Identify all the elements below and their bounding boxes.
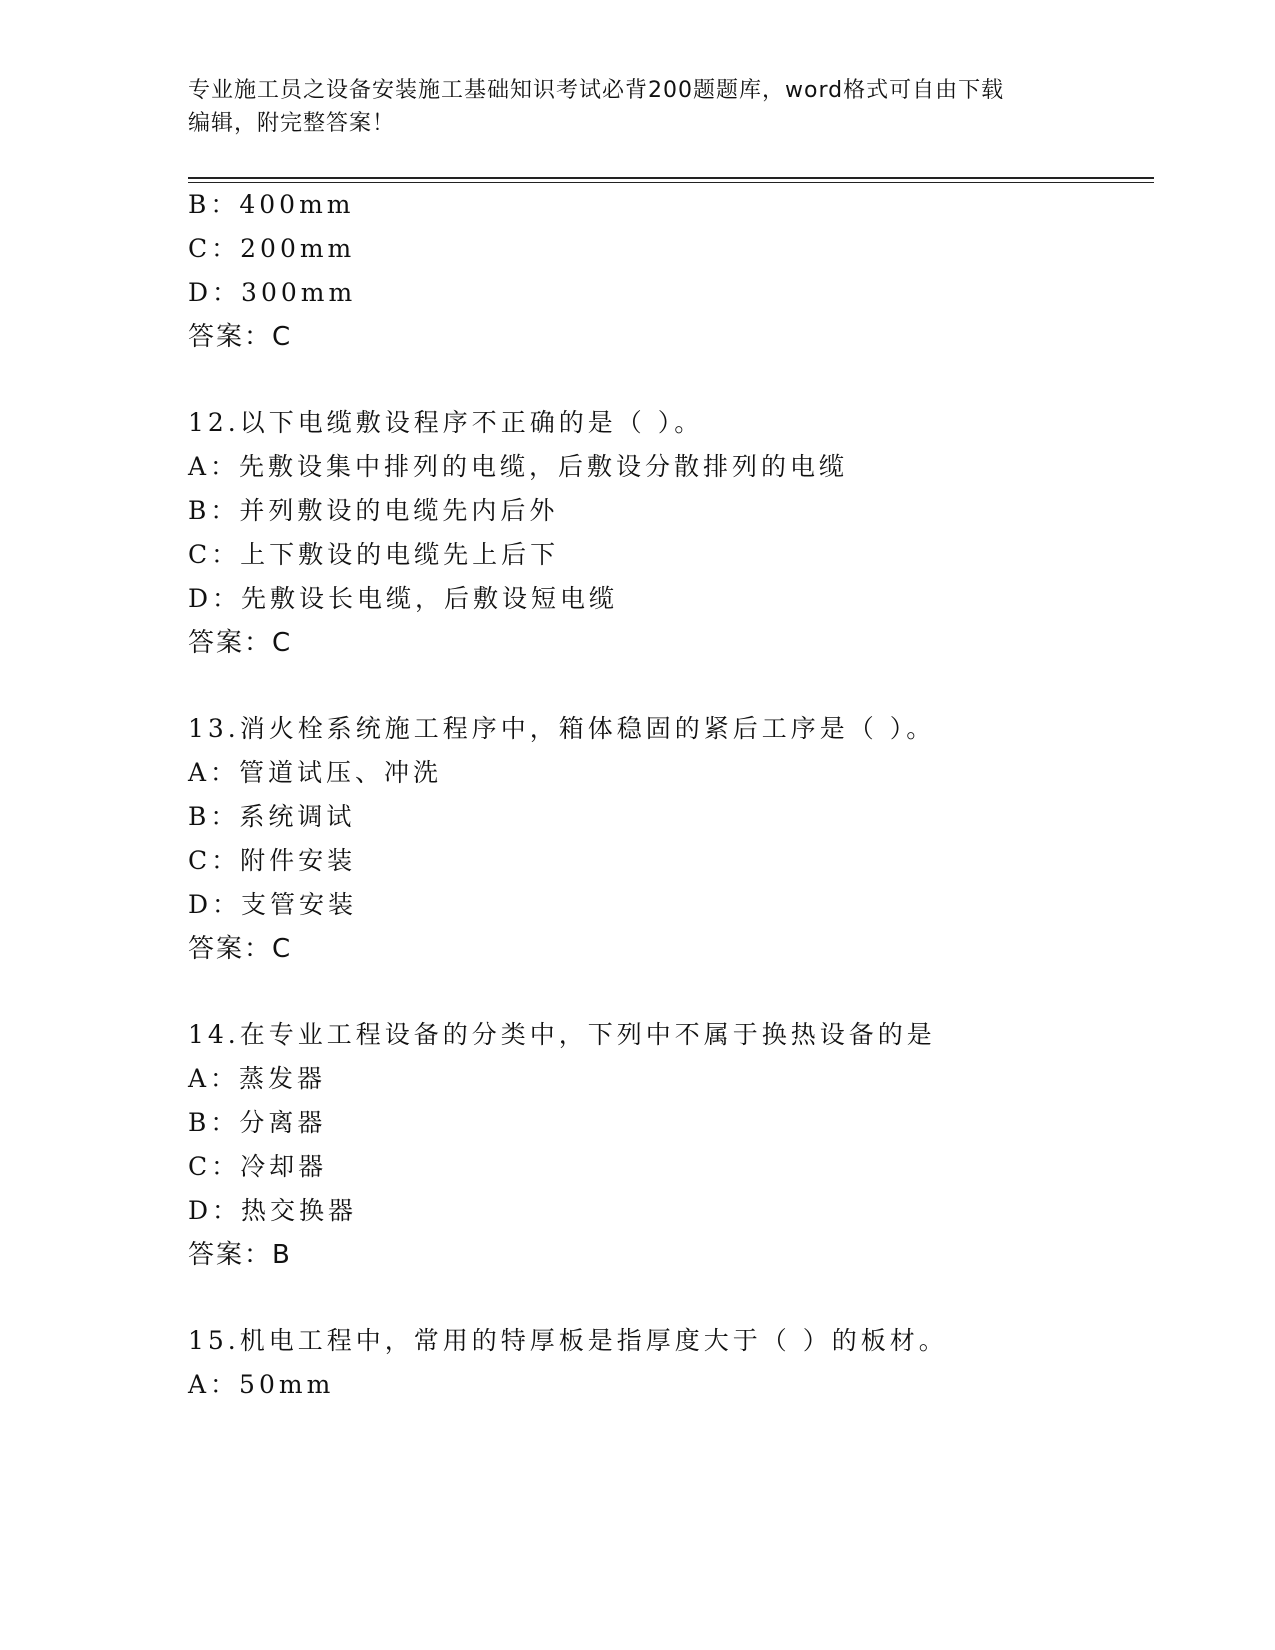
header-divider <box>188 177 1154 183</box>
prev-answer: 答案：C <box>188 322 293 352</box>
q14-option-b: B：分离器 <box>188 1108 327 1137</box>
q13-question: 13.消火栓系统施工程序中，箱体稳固的紧后工序是（ ）。 <box>188 714 936 743</box>
q12-option-d: D：先敷设长电缆，后敷设短电缆 <box>188 584 619 613</box>
q13-option-a: A：管道试压、冲洗 <box>188 758 443 787</box>
document-header <box>188 74 1088 140</box>
q14-option-c: C：冷却器 <box>188 1152 328 1181</box>
q14-answer: 答案：B <box>188 1240 292 1270</box>
q15-question: 15.机电工程中，常用的特厚板是指厚度大于（ ）的板材。 <box>188 1326 948 1355</box>
q13-option-c: C：附件安装 <box>188 846 357 875</box>
q12-answer: 答案：C <box>188 628 293 658</box>
q12-option-c: C：上下敷设的电缆先上后下 <box>188 540 560 569</box>
q15-option-a: A：50mm <box>188 1370 335 1399</box>
q13-option-d: D：支管安装 <box>188 890 358 919</box>
header-title-line-2: 编辑，附完整答案！ <box>188 111 396 136</box>
prev-option-b: B：400mm <box>188 190 355 219</box>
q13-option-b: B：系统调试 <box>188 802 356 831</box>
prev-option-c: C：200mm <box>188 234 356 263</box>
q12-option-b: B：并列敷设的电缆先内后外 <box>188 496 559 525</box>
prev-option-d: D：300mm <box>188 278 357 307</box>
q13-answer: 答案：C <box>188 934 293 964</box>
q14-option-d: D：热交换器 <box>188 1196 358 1225</box>
q14-option-a: A：蒸发器 <box>188 1064 327 1093</box>
q12-question: 12.以下电缆敷设程序不正确的是（ ）。 <box>188 408 704 437</box>
q12-option-a: A：先敷设集中排列的电缆，后敷设分散排列的电缆 <box>188 452 849 481</box>
q14-question: 14.在专业工程设备的分类中，下列中不属于换热设备的是 <box>188 1020 936 1049</box>
header-title-line-1: 专业施工员之设备安装施工基础知识考试必背200题题库，word格式可自由下载 <box>188 78 1005 103</box>
